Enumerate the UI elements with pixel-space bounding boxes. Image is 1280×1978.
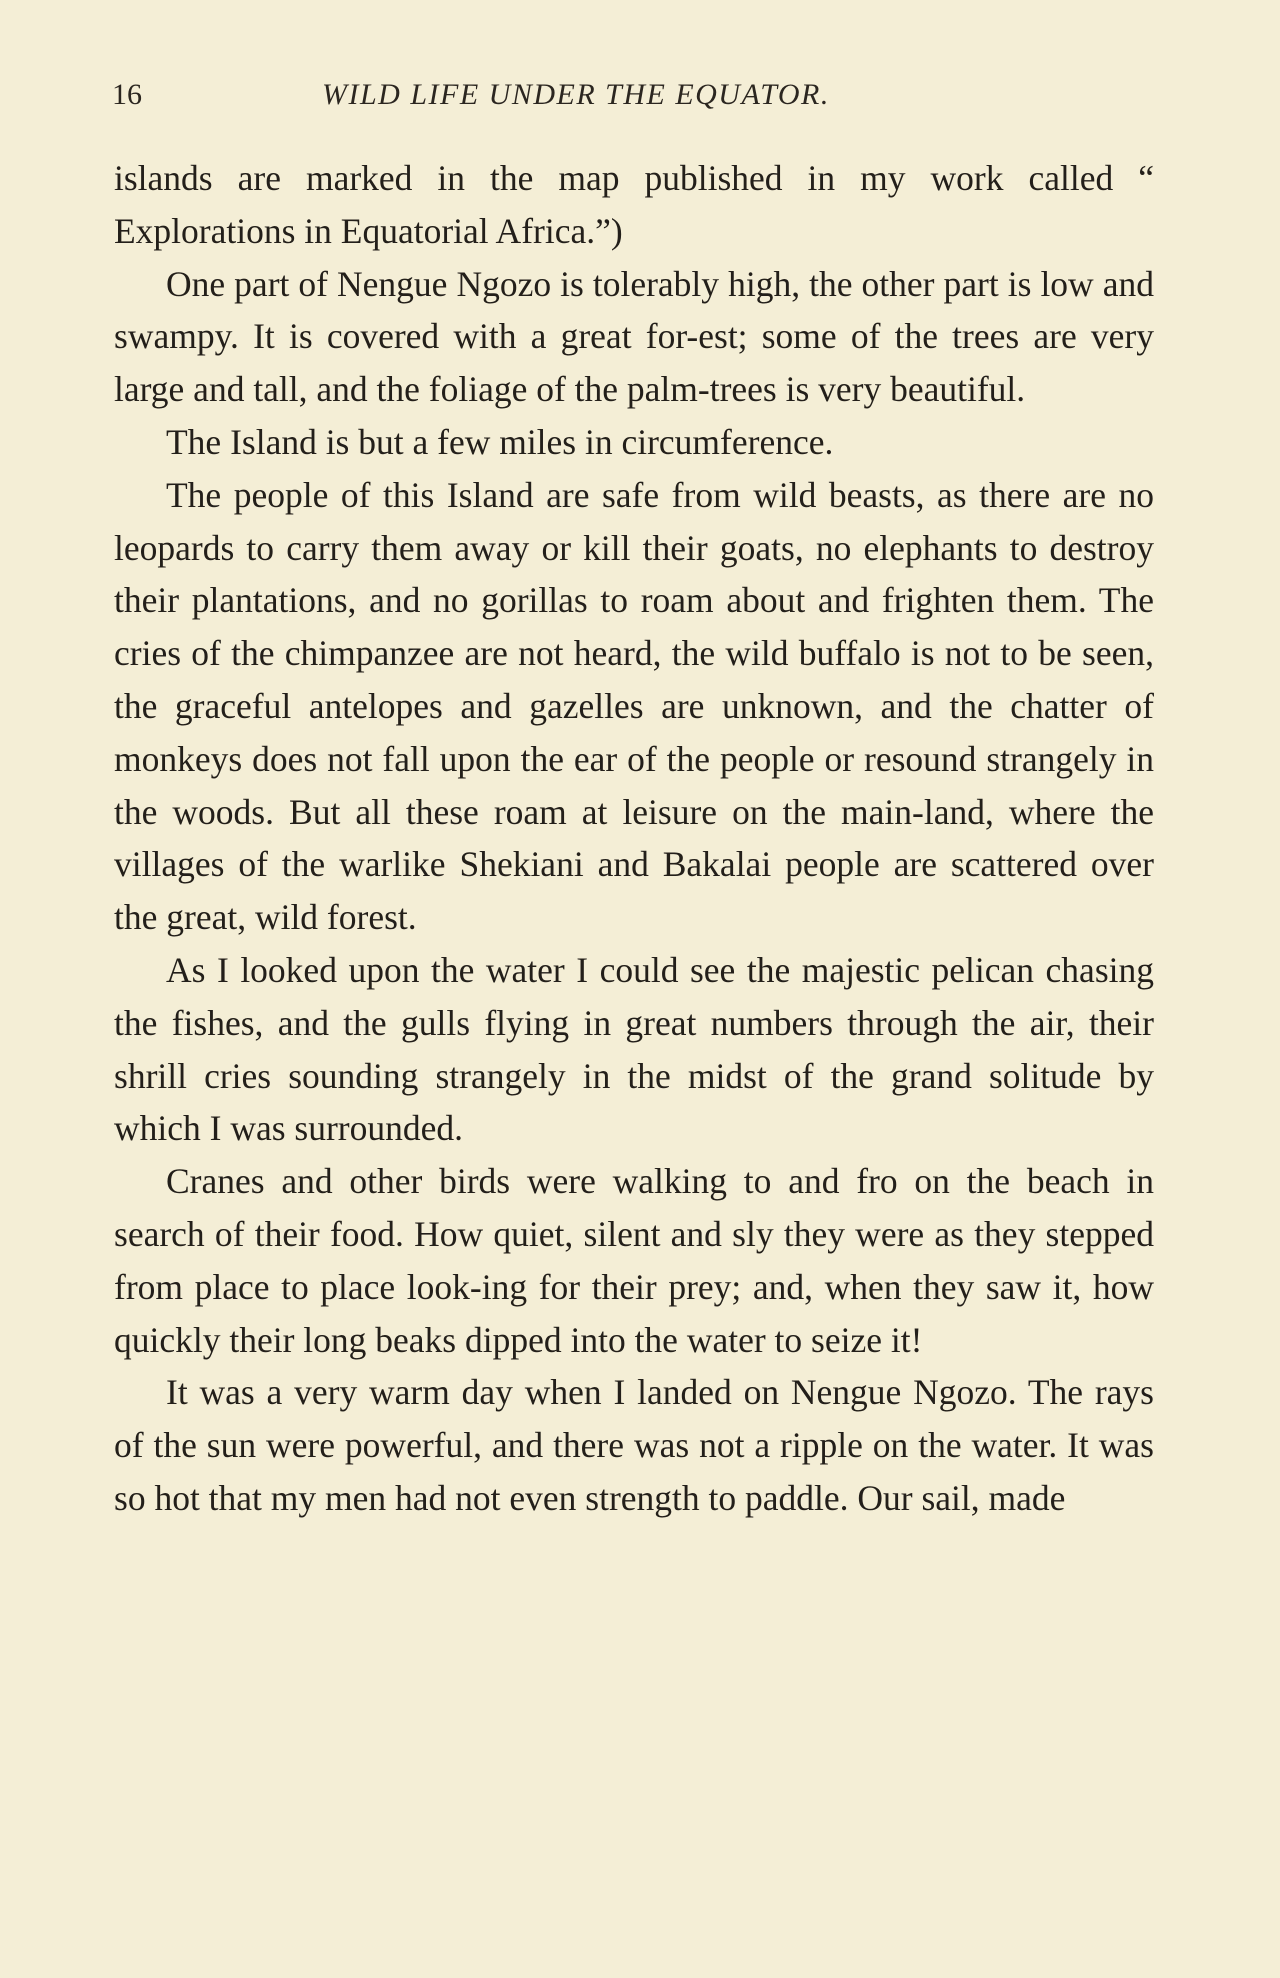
paragraph: The people of this Island are safe from wild beasts, as there are no leopards to carry them away or kill their goats, no elephants to destroy their plantations, and no gorillas to roam about and frighten them. The cries of the chimpanzee are not heard, the wild buffalo is not to be seen, the graceful antelopes and gazelles are unknown, and the chatter of monkeys does not fall upon the ear of the people or resound strangely in the woods. But all these roam at leisure on the main-land, where the villages of the warlike Shekiani and Bakalai people are scattered over the great, wild forest. bbox=[114, 474, 1154, 938]
paragraph: islands are marked in the map published in my work called “ Explorations in Equatorial Africa.”) bbox=[114, 158, 1154, 251]
page-number: 16 bbox=[112, 78, 142, 111]
paragraph: The Island is but a few miles in circumference. bbox=[166, 421, 834, 462]
paragraph: One part of Nengue Ngozo is tolerably high, the other part is low and swampy. It is covered with a great for-est; some of the trees are very large and tall, and the foliage of the palm-trees is very beautiful. bbox=[114, 263, 1154, 410]
paragraph: It was a very warm day when I landed on Nengue Ngozo. The rays of the sun were powerful, and there was not a ripple on the water. It was so hot that my men had not even strength to paddle. Our sail, made bbox=[114, 1372, 1154, 1518]
body-text bbox=[114, 152, 1154, 1525]
page-header bbox=[112, 78, 1142, 118]
paragraph: Cranes and other birds were walking to and fro on the beach in search of their food. How quiet, silent and sly they were as they stepped from place to place look-ing for their prey; and, when they saw it, how quickly their long beaks dipped into the water to seize it! bbox=[114, 1161, 1154, 1360]
paragraph: As I looked upon the water I could see the majestic pelican chasing the fishes, and the gulls flying in great numbers through the air, their shrill cries sounding strangely in the midst of the grand solitude by which I was surrounded. bbox=[114, 949, 1154, 1149]
running-head: WILD LIFE UNDER THE EQUATOR. bbox=[322, 78, 830, 111]
